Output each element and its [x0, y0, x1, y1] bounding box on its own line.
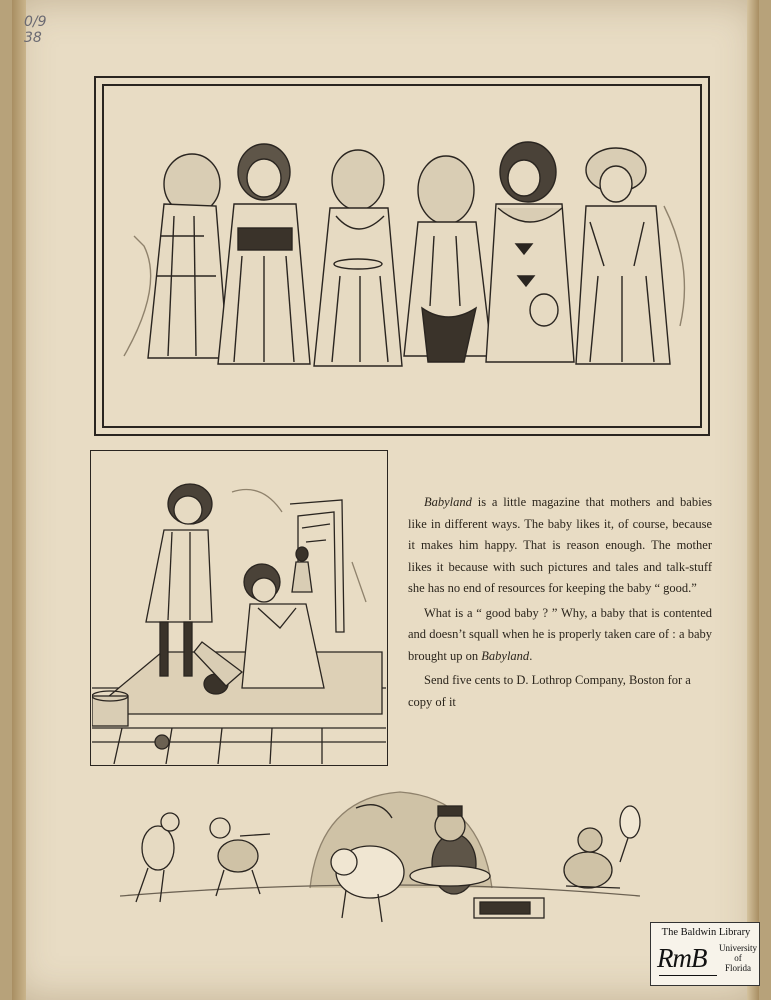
six-girls-illustration: [104, 86, 700, 426]
stamp-university-line-1: University: [719, 943, 757, 953]
stamp-university-line-3: Florida: [725, 963, 751, 973]
page-edge: [747, 0, 759, 1000]
text-run: What is a “ good baby ? ” Why, a baby that is contented and doesn’t squall when he is properly taken care of : a baby brought up on: [408, 605, 712, 663]
paragraph-2: [408, 603, 712, 668]
pencil-annotation-line-2: 38: [24, 30, 42, 46]
cats-illustration: [120, 778, 660, 938]
text-run: Send five cents to D. Lothrop Company, Boston for a copy of it: [408, 673, 691, 709]
italic-title-run: Babyland: [481, 648, 530, 663]
paragraph-3: [408, 670, 712, 713]
stamp-underline: [659, 975, 717, 976]
stamp-university-line-2: of: [734, 953, 742, 963]
children-playing-illustration: [92, 452, 386, 764]
text-run: .: [529, 648, 533, 663]
italic-title-run: Babyland: [424, 495, 472, 509]
stamp-university: [717, 943, 759, 973]
babyland-advertisement-text: [408, 492, 712, 716]
stamp-title: The Baldwin Library: [661, 927, 751, 938]
text-run: is a little magazine that mothers and babies like in different ways. The baby likes it, of course, because it makes him happy. That is reason enough. The mother likes it because with such pictures and tales and talk-stuff she has no end of resources for keeping the baby “ good.”: [408, 495, 712, 595]
rmb-logo: RmB: [657, 943, 707, 973]
pencil-annotation-line-1: 0/9: [24, 14, 47, 30]
paragraph-1: [408, 492, 712, 600]
pencil-annotation: [24, 14, 47, 46]
baldwin-library-stamp: [650, 922, 760, 986]
page-spine: [12, 0, 26, 1000]
